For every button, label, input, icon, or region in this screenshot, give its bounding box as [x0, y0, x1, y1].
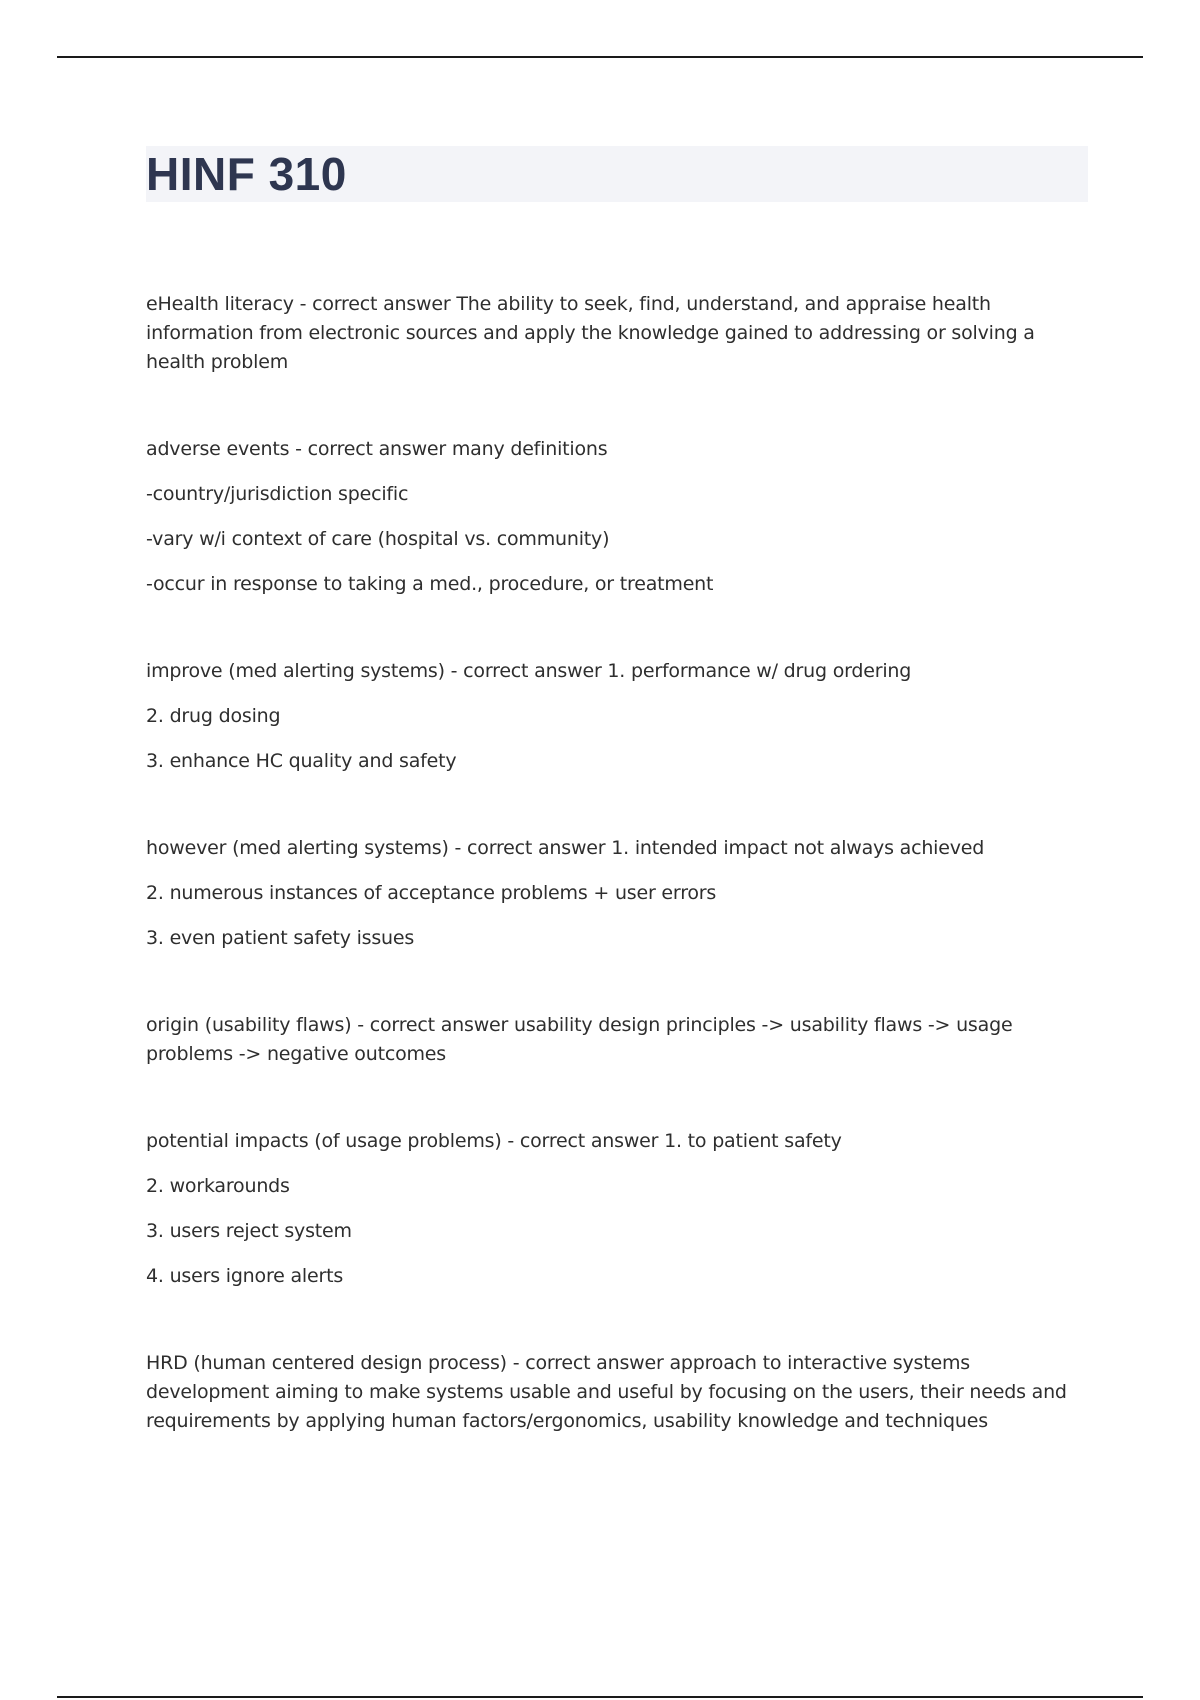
flashcard-text: 3. enhance HC quality and safety — [146, 750, 457, 772]
bottom-rule — [57, 1696, 1143, 1698]
flashcard-text: 3. even patient safety issues — [146, 927, 415, 949]
flashcard — [146, 435, 1091, 599]
flashcard — [146, 290, 1091, 377]
flashcard — [146, 657, 1091, 776]
flashcard-text: however (med alerting systems) - correct answer 1. intended impact not always achieved — [146, 837, 985, 859]
top-rule — [57, 56, 1143, 58]
flashcard-text: origin (usability flaws) - correct answer usability design principles -> usability flaws -> usage problems -> negative outcomes — [146, 1014, 1013, 1065]
flashcard-text: -occur in response to taking a med., procedure, or treatment — [146, 573, 714, 595]
flashcard-text: 2. numerous instances of acceptance problems + user errors — [146, 882, 717, 904]
flashcard — [146, 1011, 1091, 1069]
flashcard-list — [146, 290, 1091, 1494]
flashcard — [146, 1127, 1091, 1291]
flashcard-text: 4. users ignore alerts — [146, 1265, 344, 1287]
flashcard-text: 2. drug dosing — [146, 705, 281, 727]
flashcard-text: potential impacts (of usage problems) - correct answer 1. to patient safety — [146, 1130, 842, 1152]
flashcard-text: adverse events - correct answer many definitions — [146, 438, 608, 460]
flashcard-text: HRD (human centered design process) - correct answer approach to interactive systems development aiming to make systems usable and useful by focusing on the users, their needs and requirements by applying human factors/ergonomics, usability knowledge and techniques — [146, 1352, 1067, 1432]
flashcard-text: improve (med alerting systems) - correct answer 1. performance w/ drug ordering — [146, 660, 912, 682]
flashcard-text: eHealth literacy - correct answer The ability to seek, find, understand, and appraise health information from electronic sources and apply the knowledge gained to addressing or solving a health problem — [146, 293, 1035, 373]
flashcard-text: -vary w/i context of care (hospital vs. community) — [146, 528, 610, 550]
flashcard — [146, 834, 1091, 953]
flashcard — [146, 1349, 1091, 1436]
flashcard-text: 3. users reject system — [146, 1220, 352, 1242]
flashcard-text: 2. workarounds — [146, 1175, 290, 1197]
flashcard-text: -country/jurisdiction specific — [146, 483, 409, 505]
document-title: HINF 310 — [146, 148, 347, 200]
